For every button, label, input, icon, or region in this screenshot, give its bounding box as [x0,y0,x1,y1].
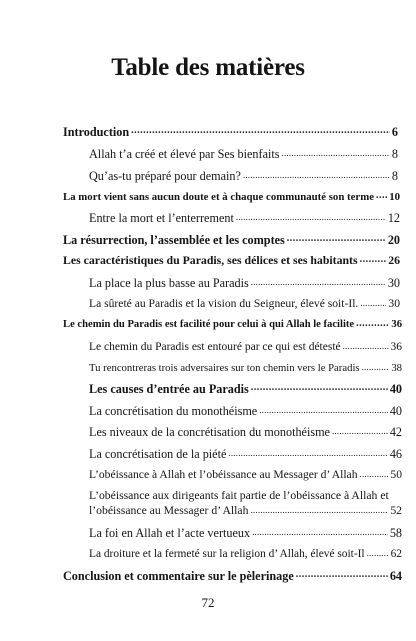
toc-entry-introduction[interactable] [63,124,398,138]
dot-leader [287,234,386,244]
toc-entry-label: La sûreté au Paradis et la vision du Seigneur, élevé soit-Il. [89,297,359,311]
dot-leader [343,341,389,351]
toc-entry-page: 36 [390,340,402,353]
toc-entry-label: Entre la mort et l’enterrement [89,210,234,225]
toc-entry-page: 52 [390,504,402,518]
toc-entry-label: La place la plus basse au Paradis [89,275,249,290]
toc-entry-page: 20 [387,232,400,247]
dot-leader [236,212,386,222]
toc-entry-page: 6 [391,124,398,139]
toc-entry-page: 30 [387,275,400,290]
toc-entry-page: 64 [389,568,402,583]
dot-leader [362,362,390,372]
toc-entry-label: La concrétisation du monothéisme [89,403,258,418]
toc-entry-chemin-facilite[interactable] [63,317,402,331]
dot-leader [228,448,387,458]
dot-leader [360,255,387,265]
dot-leader [251,277,386,287]
toc-entry-label: Introduction [63,124,130,139]
toc-entry-page: 36 [391,319,402,331]
toc-entry-label: Les caractéristiques du Paradis, ses délices et ses habitants [63,253,358,268]
toc-entry-label: Qu’as-tu préparé pour demain? [89,168,241,183]
dot-leader [259,405,388,415]
toc-entry-obeissance-dirigeants-line1[interactable] [89,488,402,502]
toc-entry-concretisation-monotheisme[interactable] [89,403,402,417]
toc-entry-label: Le chemin du Paradis est entouré par ce qui est détesté [89,340,341,353]
toc-entry-obeissance-allah[interactable] [89,467,402,481]
toc-entry-place-plus-basse[interactable] [89,275,400,289]
toc-entry-label: La mort vient sans aucun doute et à chaque communauté son terme [63,191,375,204]
toc-entry-niveaux-monotheisme[interactable] [89,424,402,438]
toc-entry-label: Tu rencontreras trois adversaires sur ton chemin vers le Paradis [89,362,360,375]
page-number: 72 [201,595,215,610]
toc-entry-label: La résurrection, l’assemblée et les comptes [63,232,285,247]
toc-entry-label: La foi en Allah et l’acte vertueux [89,525,251,540]
toc-entry-label: Le chemin du Paradis est facilité pour celui à qui Allah le facilite [63,319,355,331]
toc-entry-label: L’obéissance aux dirigeants fait partie de l’obéissance à Allah et [89,489,389,503]
dot-leader [367,548,389,558]
toc-entry-la-mort[interactable] [63,189,400,203]
toc-entry-page: 8 [391,146,398,161]
toc-entry-label: La droiture et la fermeté sur la religion d’ Allah, élevé soit-Il [89,547,365,560]
toc-entry-label: La concrétisation de la piété [89,446,227,461]
toc-entry-page: 10 [389,191,400,204]
toc-entry-droiture-fermete[interactable] [89,546,402,560]
toc-entry-surete-vision[interactable] [89,296,400,310]
toc-entry-label: L’obéissance à Allah et l’obéissance au Messager d’ Allah [89,468,358,482]
toc-entry-page: 8 [391,168,398,183]
dot-leader [332,426,388,436]
dot-leader [360,469,389,479]
toc-entry-page: 62 [390,547,402,560]
toc-entry-page: 40 [389,381,402,396]
dot-leader [296,570,388,580]
toc-entry-page: 42 [389,424,402,439]
dot-leader [250,505,388,515]
toc-entry-causes-entree[interactable] [89,381,402,395]
toc-entry-page: 58 [389,525,402,540]
page-title: Table des matières [111,54,305,81]
dot-leader [360,298,386,308]
dot-leader [243,170,390,180]
toc-entry-page: 26 [388,253,400,268]
dot-leader [282,148,390,158]
toc-entry-page: 12 [387,210,400,225]
toc-entry-label: Les causes d’entrée au Paradis [89,381,249,396]
toc-entry-page: 38 [391,362,402,375]
toc-entry-label: Conclusion et commentaire sur le pèlerinage [63,568,294,583]
dot-leader [252,527,388,537]
dot-leader [376,191,387,201]
toc-entry-resurrection[interactable] [63,232,400,246]
toc-entry-trois-adversaires[interactable] [89,360,402,374]
toc-entry-page: 40 [389,403,402,418]
toc-entry-allah-cree[interactable] [89,146,398,160]
toc-entry-obeissance-dirigeants[interactable] [89,503,402,517]
toc-entry-page: 46 [389,446,402,461]
toc-entry-conclusion[interactable] [63,568,402,582]
toc-entry-label: Les niveaux de la concrétisation du monothéisme [89,424,330,439]
dot-leader [251,383,388,393]
toc-entry-chemin-entoure[interactable] [89,339,402,353]
toc-entry-caracteristiques-paradis[interactable] [63,253,400,267]
toc-entry-entre-mort-enterrement[interactable] [89,210,400,224]
toc-entry-label: Allah t’a créé et élevé par Ses bienfaits [89,146,280,161]
dot-leader [131,126,390,136]
toc-entry-concretisation-piete[interactable] [89,446,402,460]
toc-entry-foi-acte-vertueux[interactable] [89,525,402,539]
toc-entry-page: 30 [388,297,400,311]
toc-entry-page: 50 [390,468,402,482]
dot-leader [356,319,389,329]
toc-entry-prepare-demain[interactable] [89,168,398,182]
toc-entry-label: l’obéissance au Messager d’ Allah [89,504,249,518]
